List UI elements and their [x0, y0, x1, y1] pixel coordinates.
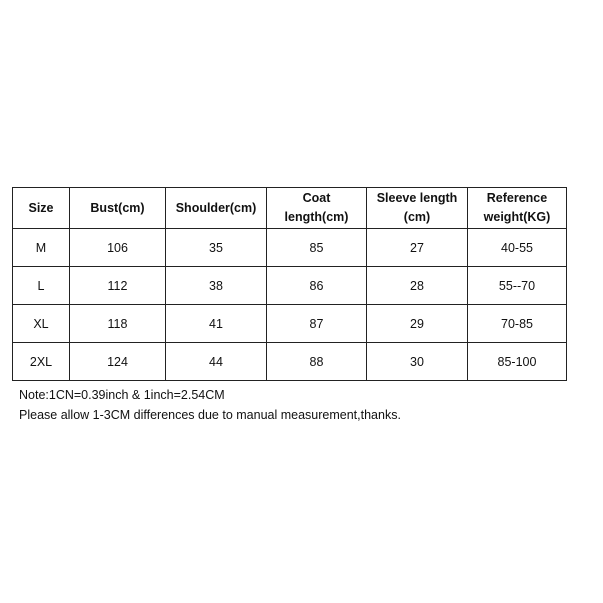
cell-shoulder: 44 — [166, 343, 267, 381]
cell-bust: 118 — [70, 305, 166, 343]
cell-size: XL — [13, 305, 70, 343]
cell-shoulder: 35 — [166, 229, 267, 267]
header-coat-length: Coat length(cm) — [267, 188, 367, 229]
cell-coat-length: 85 — [267, 229, 367, 267]
cell-reference-weight: 55--70 — [468, 267, 567, 305]
cell-size: L — [13, 267, 70, 305]
cell-size: M — [13, 229, 70, 267]
header-reference-weight: Reference weight(KG) — [468, 188, 567, 229]
header-shoulder: Shoulder(cm) — [166, 188, 267, 229]
header-bust: Bust(cm) — [70, 188, 166, 229]
header-sleeve-length: Sleeve length (cm) — [367, 188, 468, 229]
cell-bust: 106 — [70, 229, 166, 267]
measurement-note: Please allow 1-3CM differences due to manual measurement,thanks. — [19, 408, 401, 422]
cell-coat-length: 86 — [267, 267, 367, 305]
cell-sleeve-length: 28 — [367, 267, 468, 305]
cell-shoulder: 38 — [166, 267, 267, 305]
cell-sleeve-length: 27 — [367, 229, 468, 267]
cell-bust: 112 — [70, 267, 166, 305]
cell-sleeve-length: 29 — [367, 305, 468, 343]
table-row — [13, 267, 567, 305]
cell-bust: 124 — [70, 343, 166, 381]
notes-block — [19, 385, 401, 425]
cell-coat-length: 88 — [267, 343, 367, 381]
table-row — [13, 229, 567, 267]
header-size: Size — [13, 188, 70, 229]
size-chart-table — [12, 187, 567, 381]
conversion-note: Note:1CN=0.39inch & 1inch=2.54CM — [19, 388, 225, 402]
cell-coat-length: 87 — [267, 305, 367, 343]
cell-size: 2XL — [13, 343, 70, 381]
table-row — [13, 343, 567, 381]
cell-reference-weight: 40-55 — [468, 229, 567, 267]
cell-reference-weight: 70-85 — [468, 305, 567, 343]
cell-reference-weight: 85-100 — [468, 343, 567, 381]
cell-sleeve-length: 30 — [367, 343, 468, 381]
table-row — [13, 305, 567, 343]
cell-shoulder: 41 — [166, 305, 267, 343]
table-header-row — [13, 188, 567, 229]
